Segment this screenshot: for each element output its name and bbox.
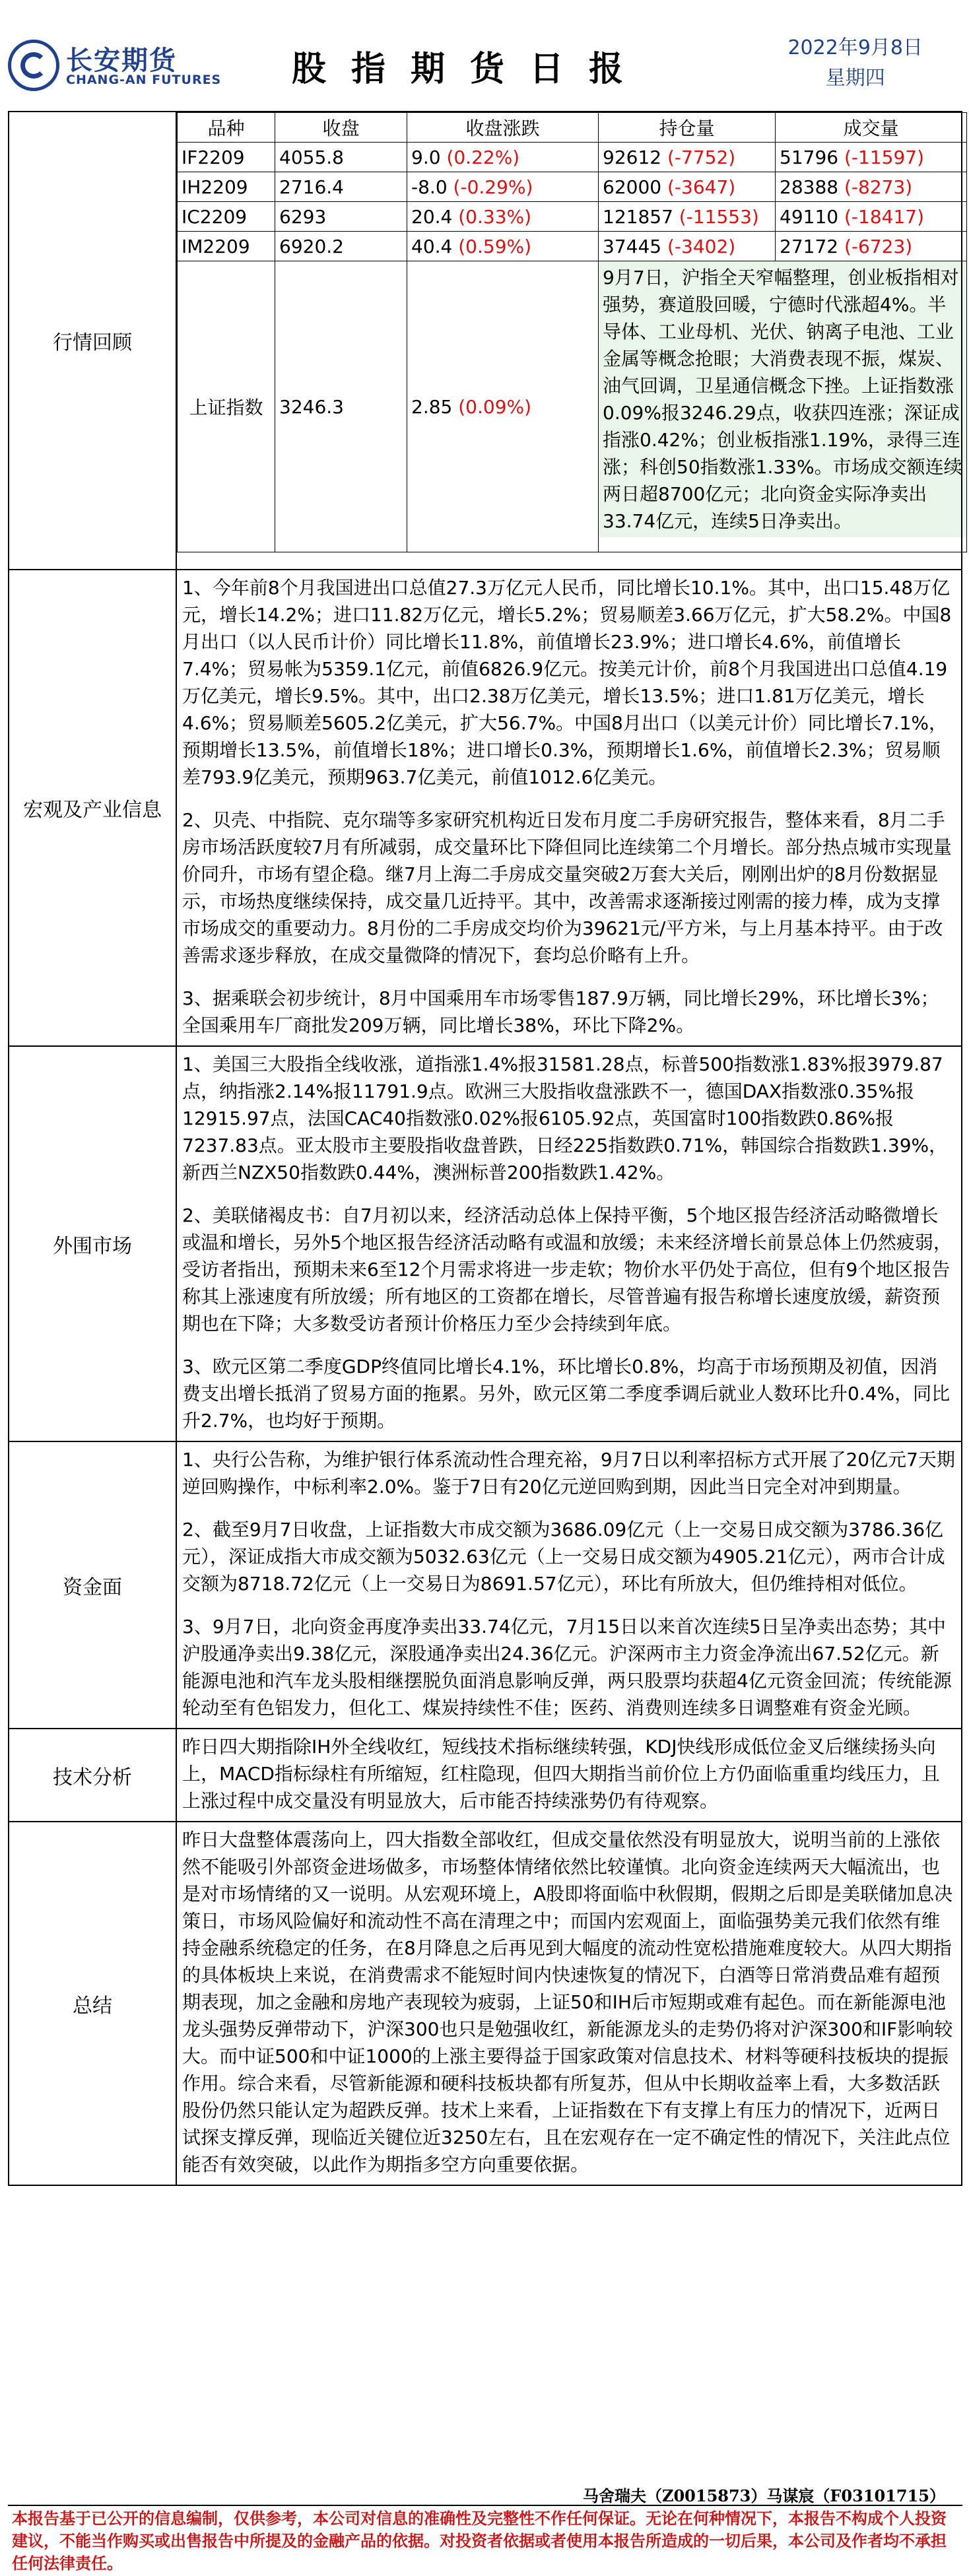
col-header: 收盘涨跌 — [407, 113, 599, 143]
logo-name-en: CHANG-AN FUTURES — [66, 73, 222, 87]
report-table — [8, 111, 962, 2186]
market-row — [178, 202, 967, 232]
contract-name: IH2209 — [178, 172, 275, 202]
volume: 49110 (-18417) — [776, 202, 967, 232]
col-header: 成交量 — [776, 113, 967, 143]
open-interest: 62000 (-3647) — [599, 172, 776, 202]
sh-index-row — [178, 261, 967, 552]
close-value: 6293 — [275, 202, 407, 232]
index-change: 2.85 (0.09%) — [407, 261, 599, 552]
section-label-summary: 总结 — [9, 1822, 176, 2185]
index-close: 3246.3 — [275, 261, 407, 552]
close-value: 4055.8 — [275, 143, 407, 172]
funds-content — [176, 1441, 962, 1729]
date-text: 2022年9月8日 — [787, 36, 923, 59]
macro-paragraph: 2、贝壳、中指院、克尔瑞等多家研究机构近日发布月度二手房研究报告，整体来看，8月二手房市场活跃度较7月有所减弱，成交量环比下降但同比连续第二个月增长。部分热点城市实现量价同升，市场有望企稳。继7月上海二手房成交量突破2万套大关后，刚刚出炉的8月份数据显示，市场热度继续保持，成交量几近持平。其中，改善需求逐渐接过刚需的接力棒，成为支撑市场成交的重要动力。8月份的二手房成交均价为39621元/平方米，与上月基本持平。由于改善需求逐步释放，在成交量微降的情况下，套均总价略有上升。 — [182, 809, 952, 966]
open-interest: 121857 (-11553) — [599, 202, 776, 232]
weekday-text: 星期四 — [825, 67, 885, 90]
market-review-text: 9月7日，沪指全天窄幅整理，创业板指相对强势，赛道股回暖，宁德时代涨超4%。半导体、工业母机、光伏、钠离子电池、工业金属等概念抢眼；大消费表现不振，煤炭、油气回调，卫星通信概念下挫。上证指数涨0.09%报3246.29点，收获四连涨；深证成指涨0.42%；创业板指涨1.19%，录得三连涨；科创50指数涨1.33%。市场成交额连续两日超8700亿元；北向资金实际净卖出33.74亿元，连续5日净卖出。 — [599, 261, 966, 537]
market-review-cell — [599, 261, 967, 552]
overseas-paragraph: 2、美联储褐皮书：自7月初以来，经济活动总体上保持平衡，5个地区报告经济活动略微增长或温和增长，另外5个地区报告经济活动略有或温和放缓；未来经济增长前景总体上仍然疲弱，受访者指出，预期未来6至12个月需求将进一步走软；物价水平仍处于高位，但有9个地区报告称其上涨速度有所放缓；所有地区的工资都在增长，尽管普遍有报告称增长速度放缓，薪资预期也在下降；大多数受访者预计价格压力至少会持续到年底。 — [182, 1205, 952, 1335]
col-header: 品种 — [178, 113, 275, 143]
market-table — [177, 112, 967, 552]
section-macro — [9, 570, 962, 1046]
close-change: 9.0 (0.22%) — [407, 143, 599, 172]
logo-name-cn: 长安期货 — [66, 46, 177, 76]
overseas-paragraph: 3、欧元区第二季度GDP终值同比增长4.1%，环比增长0.8%，均高于市场预期及初值，因消费支出增长抵消了贸易方面的拖累。另外，欧元区第二季度季调后就业人数环比升0.4%，同比升2.7%，也均好于预期。 — [182, 1356, 951, 1432]
technical-text: 昨日四大期指除IH外全线收红，短线技术指标继续转强，KDJ快线形成低位金叉后继续扬头向上，MACD指标绿柱有所缩短，红柱隐现，但四大期指当前价位上方仍面临重重均线压力，且上涨过程中成交量没有明显放大，后市能否持续涨势仍有待观察。 — [182, 1736, 940, 1812]
section-summary — [9, 1822, 962, 2185]
contract-name: IF2209 — [178, 143, 275, 172]
close-change: -8.0 (-0.29%) — [407, 172, 599, 202]
contract-name: IC2209 — [178, 202, 275, 232]
open-interest: 37445 (-3402) — [599, 232, 776, 261]
author-line: 马舍瑞夫（Z0015873）马谋宸（F03101715） — [582, 2486, 945, 2505]
section-overseas — [9, 1046, 962, 1441]
section-market — [9, 112, 962, 570]
contract-name: IM2209 — [178, 232, 275, 261]
section-technical — [9, 1729, 962, 1822]
section-label-funds: 资金面 — [9, 1441, 176, 1729]
company-logo-icon — [8, 40, 59, 91]
section-funds — [9, 1441, 962, 1729]
market-header-row — [178, 113, 967, 143]
volume: 28388 (-8273) — [776, 172, 967, 202]
market-row — [178, 172, 967, 202]
market-row — [178, 232, 967, 261]
report-date — [787, 33, 923, 94]
col-header: 持仓量 — [599, 113, 776, 143]
macro-content — [176, 570, 962, 1046]
technical-content — [176, 1729, 962, 1822]
funds-paragraph: 2、截至9月7日收盘，上证指数大市成交额为3686.09亿元（上一交易日成交额为3786.36亿元），深证成指大市成交额为5032.63亿元（上一交易日成交额为4905.21亿元），两市合计成交额为8718.72亿元（上一交易日为8691.57亿元），环比有所放大，但仍维持相对低位。 — [182, 1519, 945, 1595]
volume: 27172 (-6723) — [776, 232, 967, 261]
market-row — [178, 143, 967, 172]
funds-paragraph: 3、9月7日，北向资金再度净卖出33.74亿元，7月15日以来首次连续5日呈净卖出态势；其中沪股通净卖出9.38亿元，深股通净卖出24.36亿元。沪深两市主力资金净流出67.52亿元。新能源电池和汽车龙头股相继摆脱负面消息影响反弹，两只股票均获超4亿元资金回流；传统能源轮动至有色铝发力，但化工、煤炭持续性不佳；医药、消费则连续多日调整难有资金光顾。 — [182, 1616, 952, 1719]
open-interest: 92612 (-7752) — [599, 143, 776, 172]
index-name: 上证指数 — [178, 261, 275, 552]
close-value: 2716.4 — [275, 172, 407, 202]
close-change: 20.4 (0.33%) — [407, 202, 599, 232]
overseas-paragraph: 1、美国三大股指全线收涨，道指涨1.4%报31581.28点，标普500指数涨1.83%报3979.87点，纳指涨2.14%报11791.9点。欧洲三大股指收盘涨跌不一，德国DAX指数涨0.35%报12915.97点，法国CAC40指数涨0.02%报6105.92点，英国富时100指数跌0.86%报7237.83点。亚太股市主要股指收盘普跌，日经225指数跌0.71%，韩国综合指数跌1.39%，新西兰NZX50指数跌0.44%，澳洲标普200指数跌1.42%。 — [182, 1053, 948, 1183]
macro-paragraph: 3、据乘联会初步统计，8月中国乘用车市场零售187.9万辆，同比增长29%，环比增长3%；全国乘用车厂商批发209万辆，同比增长38%，环比下降2%。 — [182, 987, 939, 1036]
close-value: 6920.2 — [275, 232, 407, 261]
overseas-content — [176, 1046, 962, 1441]
summary-content — [176, 1822, 962, 2185]
volume: 51796 (-11597) — [776, 143, 967, 172]
market-cell — [176, 112, 962, 570]
funds-paragraph: 1、央行公告称，为维护银行体系流动性合理充裕，9月7日以利率招标方式开展了20亿元7天期逆回购操作，中标利率2.0%。鉴于7日有20亿元逆回购到期，因此当日完全对冲到期量。 — [182, 1449, 955, 1498]
section-label-market: 行情回顾 — [9, 112, 176, 570]
section-label-technical: 技术分析 — [9, 1729, 176, 1822]
section-label-overseas: 外围市场 — [9, 1046, 176, 1441]
report-title: 股指期货日报 — [292, 49, 649, 89]
macro-paragraph: 1、今年前8个月我国进出口总值27.3万亿元人民币，同比增长10.1%。其中，出口15.48万亿元，增长14.2%；进口11.82万亿元，增长5.2%；贸易顺差3.66万亿元，扩大58.2%。中国8月出口（以人民币计价）同比增长11.8%，前值增长23.9%；进口增长4.6%，前值增长7.4%；贸易帐为5359.1亿元，前值6826.9亿元。按美元计价，前8个月我国进出口总值4.19万亿美元，增长9.5%。其中，出口2.38万亿美元，增长13.5%；进口1.81万亿美元，增长4.6%；贸易顺差5605.2亿美元，扩大56.7%。中国8月出口（以美元计价）同比增长7.1%，预期增长13.5%，前值增长18%；进口增长0.3%，预期增长1.6%，前值增长2.3%；贸易顺差793.9亿美元，预期963.7亿美元，前值1012.6亿美元。 — [182, 577, 952, 788]
close-change: 40.4 (0.59%) — [407, 232, 599, 261]
summary-text: 昨日大盘整体震荡向上，四大指数全部收红，但成交量依然没有明显放大，说明当前的上涨依然不能吸引外部资金进场做多，市场整体情绪依然比较谨慎。北向资金连续两天大幅流出，也是对市场情绪的又一说明。从宏观环境上，A股即将面临中秋假期，假期之后即是美联储加息决策日，市场风险偏好和流动性不高在清理之中；而国内宏观面上，面临强势美元我们依然有维持金融系统稳定的任务，在8月降息之后再见到大幅度的流动性宽松措施难度较大。从四大期指的具体板块上来说，在消费需求不能短时间内快速恢复的情况下，白酒等日常消费品难有超预期表现，加之金融和房地产表现较为疲弱，上证50和IH后市短期或难有起色。而在新能源电池龙头强势反弹带动下，沪深300也只是勉强收红，新能源龙头的走势仍将对沪深300和IF影响较大。而中证500和中证1000的上涨主要得益于国家政策对信息技术、材料等硬科技板块的提振作用。综合来看，尽管新能源和硬科技板块都有所复苏，但从中长期收益率上看，大多数活跃股份仍然只能认定为超跌反弹。技术上来看，上证指数在下有支撑上有压力的情况下，近两日试探支撑反弹，现临近关键位近3250左右，且在宏观存在一定不确定性的情况下，关注此点位能否有效突破，以此作为期指多空方向重要依据。 — [182, 1829, 953, 2175]
section-label-macro: 宏观及产业信息 — [9, 570, 176, 1046]
col-header: 收盘 — [275, 113, 407, 143]
disclaimer: 本报告基于已公开的信息编制，仅供参考，本公司对信息的准确性及完整性不作任何保证。无论在何种情况下，本报告不构成个人投资建议，不能当作购买或出售报告中所提及的金融产品的依据。对投资者依据或者使用本报告所造成的一切后果，本公司及作者均不承担任何法律责任。 — [8, 2505, 962, 2576]
